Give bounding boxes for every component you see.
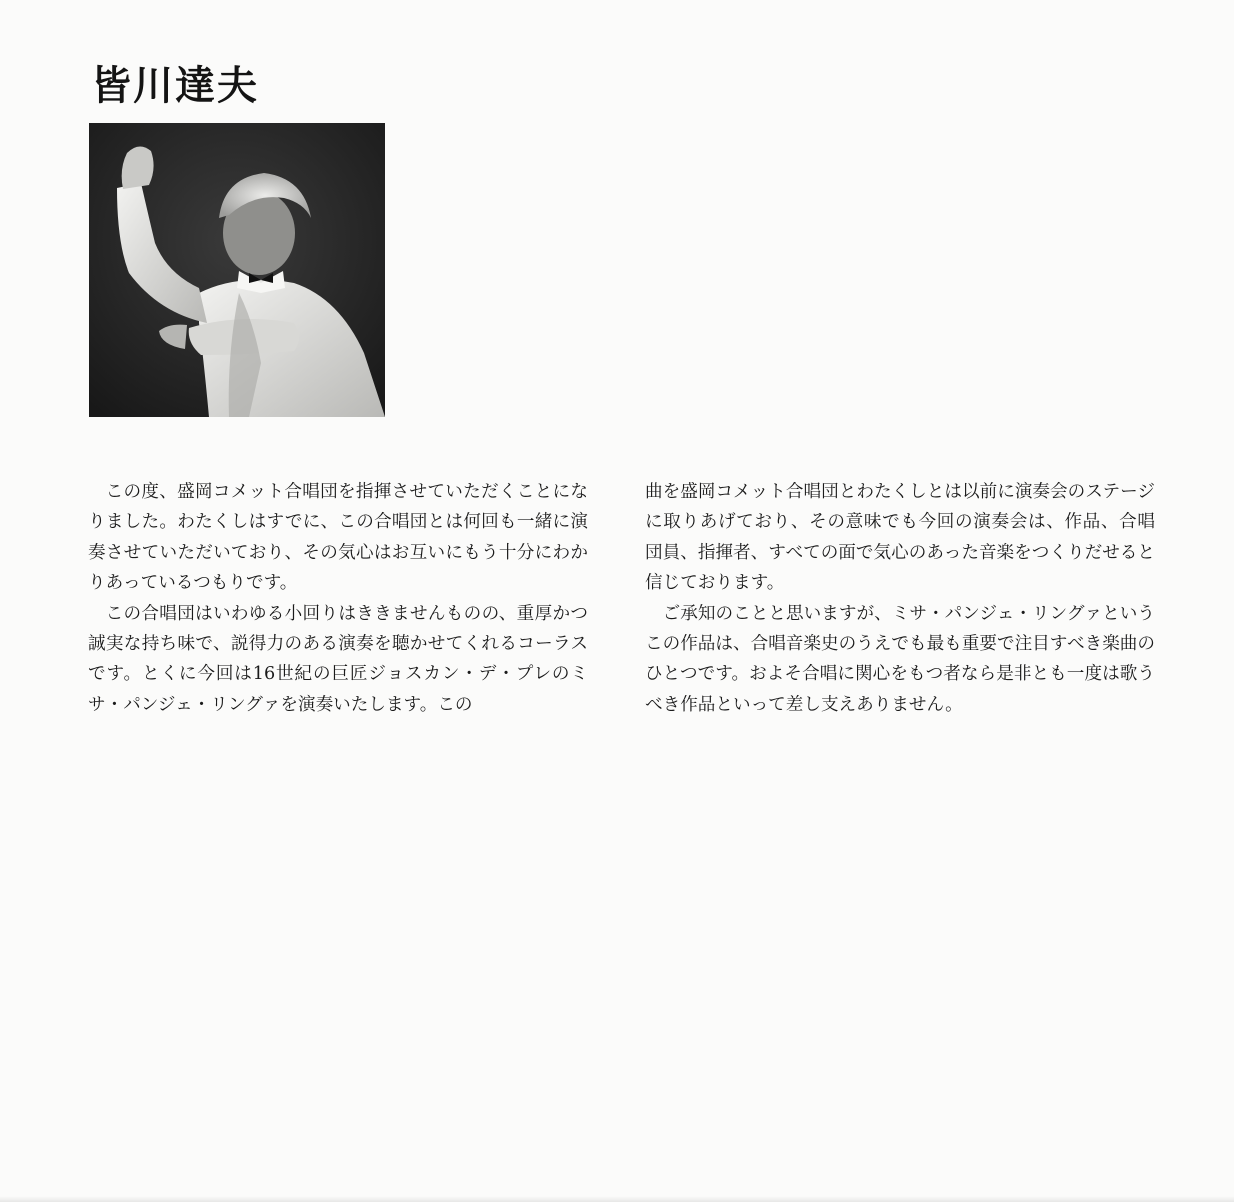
paragraph: 曲を盛岡コメット合唱団とわたくしとは以前に演奏会のステージに取りあげており、その意味でも今回の演奏会は、作品、合唱団員、指揮者、すべての面で気心のあった音楽をつくりだせると信じております。 bbox=[645, 482, 1155, 594]
paragraph: この合唱団はいわゆる小回りはききませんものの、重厚かつ誠実な持ち味で、説得力のある演奏を聴かせてくれるコーラスです。とくに今回は16世紀の巨匠ジョスカン・デ・プレのミサ・パンジェ・リングァを演奏いたします。この bbox=[88, 603, 588, 715]
page-title: 皆川達夫 bbox=[91, 63, 259, 109]
page-edge-shadow bbox=[0, 1196, 1234, 1202]
right-text-column bbox=[645, 477, 1155, 720]
left-text-column bbox=[88, 477, 588, 720]
conductor-photo-graphic bbox=[89, 123, 385, 417]
conductor-photo bbox=[89, 123, 385, 417]
paragraph: この度、盛岡コメット合唱団を指揮させていただくことになりました。わたくしはすでに、この合唱団とは何回も一緒に演奏させていただいており、その気心はお互いにもう十分にわかりあっているつもりです。 bbox=[88, 482, 588, 594]
paragraph: ご承知のことと思いますが、ミサ・パンジェ・リングァというこの作品は、合唱音楽史のうえでも最も重要で注目すべき楽曲のひとつです。およそ合唱に関心をもつ者なら是非とも一度は歌うべき作品といって差し支えありません。 bbox=[645, 603, 1155, 715]
